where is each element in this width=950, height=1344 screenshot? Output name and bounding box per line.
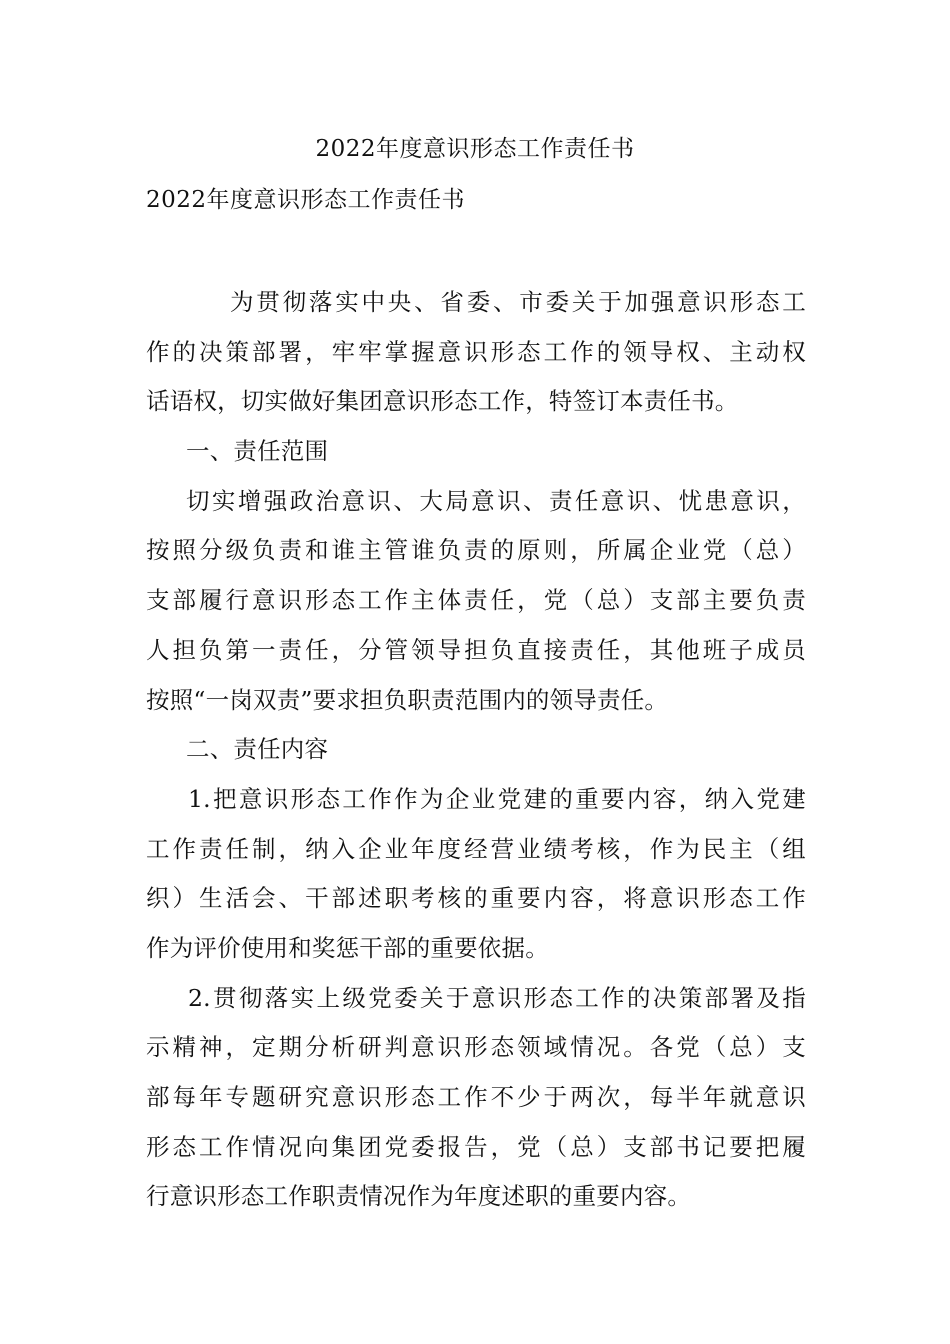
scope-line-5: 按照“一岗双责”要求担负职责范围内的领导责任。 xyxy=(146,685,669,714)
item-2-line-3: 部每年专题研究意识形态工作不少于两次，每半年就意识 xyxy=(146,1083,806,1111)
scope-line-2: 按照分级负责和谁主管谁负责的原则，所属企业党（总） xyxy=(146,536,806,565)
item-2-line-4: 形态工作情况向集团党委报告，党（总）支部书记要把履 xyxy=(146,1132,806,1161)
scope-line-1: 切实增强政治意识、大局意识、责任意识、忧患意识， xyxy=(186,486,806,515)
scope-line-3: 支部履行意识形态工作主体责任，党（总）支部主要负责 xyxy=(146,586,806,615)
item-2-line-1: 2.贯彻落实上级党委关于意识形态工作的决策部署及指 xyxy=(188,983,806,1012)
document-subtitle: 2022年度意识形态工作责任书 xyxy=(146,187,466,213)
item-1-line-1: 1.把意识形态工作作为企业党建的重要内容，纳入党建 xyxy=(188,784,806,813)
section-heading-scope: 一、责任范围 xyxy=(186,437,329,466)
section-heading-content: 二、责任内容 xyxy=(186,735,329,764)
item-1-line-3: 织）生活会、干部述职考核的重要内容，将意识形态工作 xyxy=(146,884,806,913)
document-body xyxy=(146,283,806,1227)
item-1-line-2: 工作责任制，纳入企业年度经营业绩考核，作为民主（组 xyxy=(146,834,806,863)
document-title: 2022年度意识形态工作责任书 xyxy=(315,136,635,162)
preamble-line-1: 为贯彻落实中央、省委、市委关于加强意识形态工 xyxy=(230,288,806,316)
item-2-line-2: 示精神，定期分析研判意识形态领域情况。各党（总）支 xyxy=(146,1033,806,1062)
item-2-line-5: 行意识形态工作职责情况作为年度述职的重要内容。 xyxy=(146,1182,692,1211)
preamble-line-2: 作的决策部署，牢牢掌握意识形态工作的领导权、主动权 xyxy=(146,337,806,366)
scope-line-4: 人担负第一责任，分管领导担负直接责任，其他班子成员 xyxy=(146,635,806,664)
item-1-line-4: 作为评价使用和奖惩干部的重要依据。 xyxy=(146,933,549,962)
preamble-line-3: 话语权，切实做好集团意识形态工作，特签订本责任书。 xyxy=(146,387,739,416)
